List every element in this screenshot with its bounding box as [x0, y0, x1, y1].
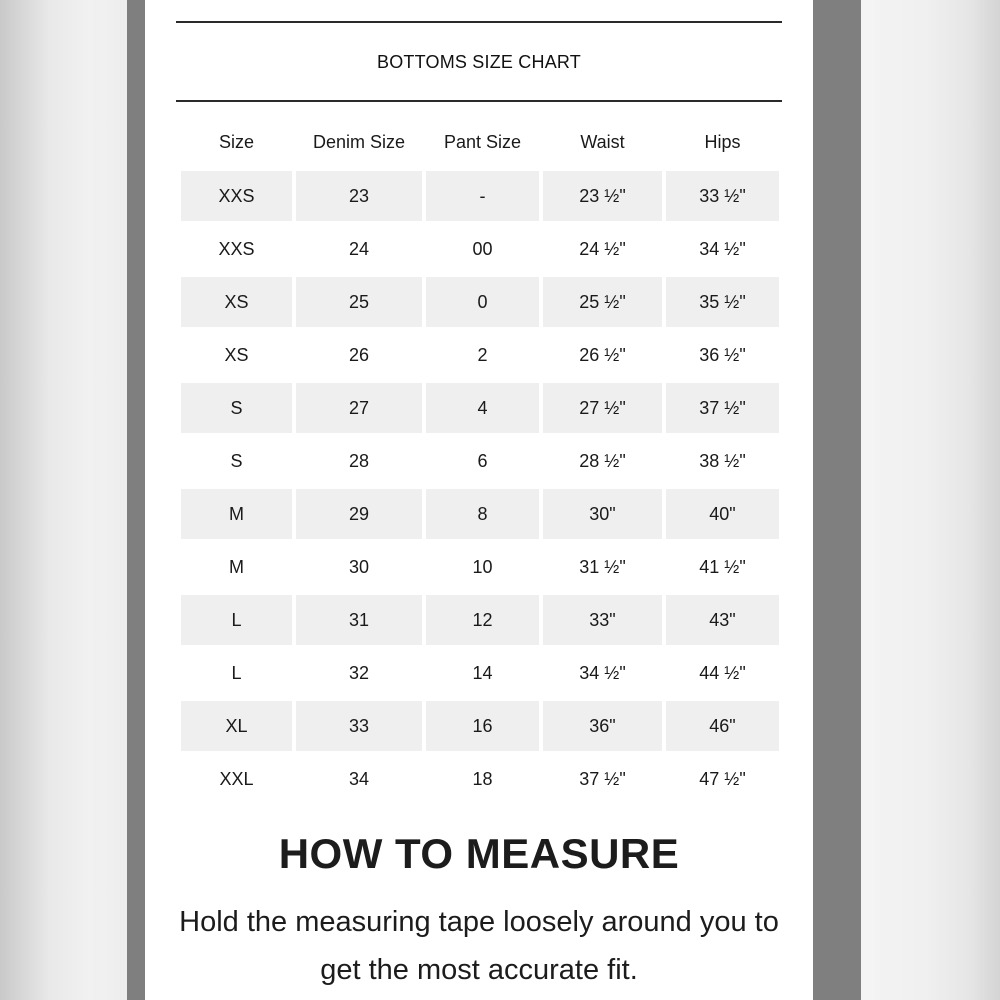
- cell-pant-size: 4: [426, 383, 539, 433]
- cell-size: XXS: [181, 171, 292, 221]
- cell-waist: 36": [543, 701, 662, 751]
- cell-hips: 43": [666, 595, 779, 645]
- cell-waist: 27 ½": [543, 383, 662, 433]
- cell-waist: 30": [543, 489, 662, 539]
- header-waist: Waist: [580, 131, 625, 152]
- cell-denim-size: 24: [348, 238, 370, 259]
- table-row: [181, 648, 779, 698]
- size-chart-page[interactable]: [145, 0, 813, 1000]
- cell-hips: 46": [666, 701, 779, 751]
- cell-pant-size: -: [426, 171, 539, 221]
- header-hips: Hips: [704, 131, 741, 152]
- cell-pant-size: 6: [477, 450, 488, 471]
- table-row: [181, 436, 779, 486]
- cell-size: M: [229, 556, 244, 577]
- cell-size: S: [230, 450, 243, 471]
- table-row: [181, 383, 779, 433]
- table-row: [181, 754, 779, 804]
- table-row: [181, 171, 779, 221]
- cell-pant-size: 8: [426, 489, 539, 539]
- header-pant-size: Pant Size: [443, 131, 522, 152]
- cell-denim-size: 23: [296, 171, 422, 221]
- cell-hips: 36 ½": [699, 344, 746, 365]
- cell-denim-size: 27: [296, 383, 422, 433]
- cell-denim-size: 29: [296, 489, 422, 539]
- header-denim-size: Denim Size: [312, 131, 406, 152]
- table-row: [181, 330, 779, 380]
- cell-waist: 34 ½": [579, 662, 626, 683]
- cell-denim-size: 33: [296, 701, 422, 751]
- how-to-measure-text: Hold the measuring tape loosely around you to get the most accurate fit.: [179, 906, 779, 986]
- table-row: [181, 224, 779, 274]
- cell-size: XXS: [218, 238, 255, 259]
- cell-hips: 40": [666, 489, 779, 539]
- cell-waist: 23 ½": [543, 171, 662, 221]
- cell-size: XS: [224, 344, 249, 365]
- cell-pant-size: 12: [426, 595, 539, 645]
- cell-denim-size: 32: [348, 662, 370, 683]
- cell-waist: 31 ½": [579, 556, 626, 577]
- chart-title: BOTTOMS SIZE CHART: [377, 52, 581, 72]
- cell-pant-size: 2: [477, 344, 488, 365]
- cell-hips: 41 ½": [699, 556, 746, 577]
- cell-denim-size: 31: [296, 595, 422, 645]
- cell-hips: 37 ½": [666, 383, 779, 433]
- cell-denim-size: 26: [348, 344, 370, 365]
- cell-pant-size: 18: [472, 768, 493, 789]
- cell-pant-size: 0: [426, 277, 539, 327]
- table-row: [181, 701, 779, 751]
- cell-size: XS: [181, 277, 292, 327]
- frame-edge: [861, 0, 875, 1000]
- size-table: [177, 113, 783, 807]
- cell-waist: 24 ½": [579, 238, 626, 259]
- cell-hips: 47 ½": [699, 768, 746, 789]
- cell-waist: 33": [543, 595, 662, 645]
- cell-size: L: [181, 595, 292, 645]
- cell-waist: 37 ½": [579, 768, 626, 789]
- top-divider: [176, 21, 782, 23]
- cell-pant-size: 16: [426, 701, 539, 751]
- table-row: [181, 489, 779, 539]
- how-to-measure-heading: HOW TO MEASURE: [278, 830, 680, 877]
- cell-size: XXL: [219, 768, 254, 789]
- cell-pant-size: 14: [472, 662, 493, 683]
- header-size: Size: [218, 131, 254, 152]
- size-rows: [181, 171, 779, 804]
- cell-pant-size: 10: [472, 556, 493, 577]
- title-divider: [176, 100, 782, 102]
- header-row: [181, 116, 779, 168]
- cell-waist: 25 ½": [543, 277, 662, 327]
- cell-size: S: [181, 383, 292, 433]
- cell-hips: 44 ½": [699, 662, 746, 683]
- cell-hips: 33 ½": [666, 171, 779, 221]
- right-background: [875, 0, 1000, 1000]
- table-row: [181, 542, 779, 592]
- table-row: [181, 277, 779, 327]
- cell-hips: 38 ½": [699, 450, 746, 471]
- cell-waist: 28 ½": [579, 450, 626, 471]
- cell-waist: 26 ½": [579, 344, 626, 365]
- cell-denim-size: 34: [348, 768, 370, 789]
- cell-size: XL: [181, 701, 292, 751]
- cell-denim-size: 28: [348, 450, 370, 471]
- cell-hips: 34 ½": [699, 238, 746, 259]
- cell-denim-size: 25: [296, 277, 422, 327]
- cell-size: L: [231, 662, 242, 683]
- table-row: [181, 595, 779, 645]
- cell-denim-size: 30: [348, 556, 370, 577]
- cell-pant-size: 00: [472, 238, 493, 259]
- cell-hips: 35 ½": [666, 277, 779, 327]
- cell-size: M: [181, 489, 292, 539]
